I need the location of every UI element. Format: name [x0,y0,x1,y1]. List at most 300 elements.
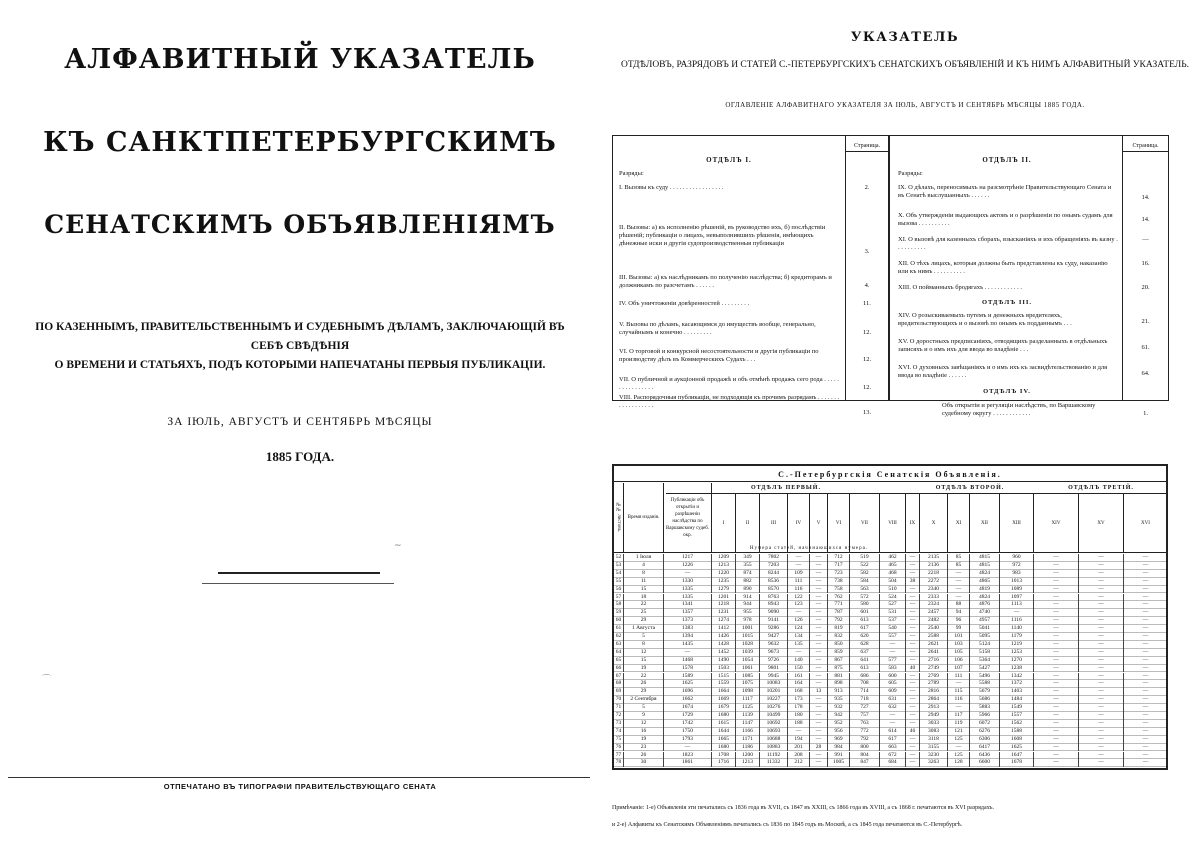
table-row [614,704,1168,712]
table-cell: 4740 [970,609,1000,617]
col-header-viii: VIII [880,494,906,553]
table-cell: 540 [880,625,906,633]
contents-entry: XIII. О пойманныхъ бродягахъ . . . . . . . . . . . . [898,284,1023,291]
table-row [614,570,1168,578]
table-cell: 1490 [712,657,736,665]
table-cell: 717 [828,562,850,570]
contents-entry: XIV. О розыскиваемыхъ путемъ и денежныхъ вредителяхъ, вредительствующихъ и о вызовѣ по онымъ къ подданнымъ . . . [898,312,1072,327]
table-cell: 875 [828,665,850,673]
table-cell: 161 [788,673,810,681]
table-cell: 1028 [736,641,760,649]
table-cell: 1139 [736,712,760,720]
table-cell: 1823 [664,752,712,760]
table-cell: — [1034,688,1079,696]
page-number: 14. [1141,216,1150,223]
table-cell: 800 [850,744,880,752]
table-cell: 956 [828,728,850,736]
table-cell: — [810,696,828,704]
table-cell: 4876 [970,601,1000,609]
table-cell: — [1079,752,1124,760]
table-cell: 7203 [760,562,788,570]
table-cell: — [810,617,828,625]
table-cell: 2324 [920,601,948,609]
table-cell: 522 [850,562,880,570]
title-line-1: АЛФАВИТНЫЙ УКАЗАТЕЛЬ [64,44,536,75]
table-cell: 54 [614,570,624,578]
page-number: 13. [862,409,872,416]
table-cell: — [1034,601,1079,609]
table-cell: 1213 [736,759,760,767]
table-cell: 26 [624,752,664,760]
table-cell: 757 [850,712,880,720]
table-row [614,680,1168,688]
table-cell: 68 [614,680,624,688]
table-cell: — [1079,641,1124,649]
title-line-3: СЕНАТСКИМЪ ОБЪЯВЛЕНІЯМЪ [44,210,556,239]
table-cell: — [1124,586,1168,594]
table-cell: 1793 [664,736,712,744]
table-row [614,736,1168,744]
table-cell: — [810,673,828,681]
contents-entry: VI. О торговой и конкурсной несостоятельности и другія публикаціи по производству дѣлъ въ Коммерческихъ Судахъ . . . [619,348,819,363]
table-cell: — [1079,578,1124,586]
table-cell: — [664,744,712,752]
table-cell: 5686 [970,696,1000,704]
table-cell: 1394 [664,633,712,641]
table-cell: 5095 [970,633,1000,641]
table-cell: 1615 [712,720,736,728]
table-row [614,673,1168,681]
table-cell: 52 [614,554,624,562]
table-cell: — [1079,562,1124,570]
table-cell: 9726 [760,657,788,665]
table-cell: 978 [736,617,760,625]
col-header-vi: VI [828,494,850,553]
table-cell: 913 [828,688,850,696]
table-cell: 1729 [664,712,712,720]
col-header-xii: XII [970,494,1000,553]
table-cell: 201 [788,744,810,752]
table-cell: 349 [736,554,760,562]
table-cell: — [1124,736,1168,744]
table-cell: — [810,680,828,688]
table-row [614,759,1168,767]
table-cell: 5883 [970,704,1000,712]
table-cell: 582 [850,570,880,578]
table-cell: — [906,586,920,594]
table-cell: 101 [948,633,970,641]
table-cell: 2789 [920,680,948,688]
table-cell: 125 [948,752,970,760]
table-cell: 10201 [760,688,788,696]
subtitle [20,318,580,375]
group-department-3: ОТДѢЛЪ ТРЕТІЙ. [1034,483,1168,494]
subtitle-line-1: ПО КАЗЕННЫМЪ, ПРАВИТЕЛЬСТВЕННЫМЪ И СУДЕБНЫМЪ ДѢЛАМЪ, ЗАКЛЮЧАЮЩІЙ ВЪ СЕБѢ СВѢДѢНІЯ [35,321,565,352]
table-cell: — [906,617,920,625]
table-cell: 88 [948,601,970,609]
table-cell: — [1079,759,1124,767]
table-cell: — [788,649,810,657]
table-cell: 2749 [920,665,948,673]
table-cell: 1001 [736,625,760,633]
table-cell: 6600 [970,759,1000,767]
table-cell: 9673 [760,649,788,657]
table-cell: 1220 [712,570,736,578]
table-cell: 1089 [1000,586,1034,594]
table-subcaption: Нумера статей, начинающихся нумера. [749,546,869,551]
table-cell: 61 [614,625,624,633]
page-number: 20. [1141,284,1150,291]
table-cell: 12 [624,720,664,728]
table-cell: 2621 [920,641,948,649]
table-cell: — [810,554,828,562]
table-cell: 18 [624,594,664,602]
table-cell: 557 [880,633,906,641]
table-cell: 116 [788,586,810,594]
table-cell: — [810,633,828,641]
table-cell: 527 [880,601,906,609]
table-cell: 8536 [760,578,788,586]
table-cell: — [1079,712,1124,720]
table-cell: 960 [1000,554,1034,562]
col-header-vii: VII [850,494,880,553]
table-cell: 1678 [1000,759,1034,767]
table-cell: 1330 [664,578,712,586]
table-cell: — [906,736,920,744]
table-cell: — [1034,728,1079,736]
table-cell: — [906,759,920,767]
table-cell: — [810,752,828,760]
table-cell: — [948,704,970,712]
table-row [614,578,1168,586]
table-cell: — [810,720,828,728]
table-cell: 116 [948,696,970,704]
table-cell: — [1079,696,1124,704]
table-cell: 11 [624,578,664,586]
table-cell: 1373 [664,617,712,625]
table-cell: 5496 [970,673,1000,681]
col-header-v: V [810,494,828,553]
table-cell: 1238 [1000,665,1034,673]
table-cell: — [1034,720,1079,728]
table-cell: 3033 [920,720,948,728]
table-cell: — [1034,641,1079,649]
contents-entry: Объ открытіи и регуляціи наслѣдствъ, по Варшавскому судебному округу . . . . . . . . . . . . [942,402,1096,417]
table-cell: 9945 [760,673,788,681]
table-cell: 11332 [760,759,788,767]
table-cell: — [1124,752,1168,760]
page-number: 1. [1143,410,1148,417]
table-cell: — [906,744,920,752]
table-cell: 173 [788,696,810,704]
table-cell: 1061 [736,665,760,673]
table-cell: 614 [880,728,906,736]
table-cell: — [1079,554,1124,562]
table-cell: 1342 [1000,673,1034,681]
col-header-xi: XI [948,494,970,553]
categories-label: Разряды: [619,170,644,177]
table-caption: С.-Петербургскія Сенатскія Объявленія. [614,468,1166,482]
table-cell: 1039 [736,649,760,657]
table-cell: 972 [1000,562,1034,570]
contents-entry: XII. О тѣхъ лицахъ, которыя должны быть представлены къ суду, наказанію или къ нимъ . . . . . . . . . . [898,260,1108,275]
table-cell: 792 [828,617,850,625]
table-cell: — [906,712,920,720]
table-cell: 1484 [1000,696,1034,704]
table-cell: 600 [880,673,906,681]
col-header-xv: XV [1079,494,1124,553]
paper-speck: ~ [394,541,402,551]
department-1-heading: ОТДѢЛЪ I. [706,156,752,164]
table-cell: 8763 [760,594,788,602]
table-cell: 537 [880,617,906,625]
table-cell: — [906,594,920,602]
table-cell: — [1124,617,1168,625]
table-cell: 1125 [736,704,760,712]
table-cell: 850 [828,641,850,649]
title-line-2: КЪ САНКТПЕТЕРБУРГСКИМЪ [43,127,557,158]
table-cell: 4824 [970,594,1000,602]
table-cell: 4957 [970,617,1000,625]
table-cell: 121 [948,728,970,736]
table-cell: — [906,570,920,578]
table-cell: — [948,680,970,688]
table-cell: 194 [788,736,810,744]
table-cell: 74 [614,728,624,736]
table-cell: 69 [614,688,624,696]
table-cell: 1013 [1000,578,1034,586]
table-cell: — [1124,665,1168,673]
table-cell: 935 [828,696,850,704]
table-cell: 792 [850,736,880,744]
table-cell: — [810,657,828,665]
table-row [614,712,1168,720]
table-cell: 5 [624,633,664,641]
table-cell: 613 [850,617,880,625]
table-cell: 468 [880,570,906,578]
table-cell: 1253 [1000,649,1034,657]
table-cell: 99 [948,625,970,633]
table-cell: 63 [614,641,624,649]
table-cell: — [1079,704,1124,712]
table-cell: 355 [736,562,760,570]
table-row [614,601,1168,609]
table-cell: — [948,744,970,752]
table-cell: 46 [906,728,920,736]
table-cell: 10883 [760,744,788,752]
table-row [614,554,1168,562]
page-number: 61. [1141,344,1150,351]
table-cell: 1861 [664,759,712,767]
table-cell: — [1034,617,1079,625]
table-cell: — [1034,759,1079,767]
table-cell: — [664,649,712,657]
table-cell: 10083 [760,680,788,688]
table-cell: 942 [828,712,850,720]
table-cell: — [1124,704,1168,712]
table-cell: 85 [948,562,970,570]
table-cell: 1716 [712,759,736,767]
table-cell: — [810,759,828,767]
divider-rule [218,572,380,574]
subtitle-line-2: О ВРЕМЕНИ И СТАТЬЯХЪ, ПОДЪ КОТОРЫМИ НАПЕЧАТАНЫ ПЕРВЫЯ ПУБЛИКАЦІИ. [54,359,546,371]
paper-speck: ⌒ [42,675,52,685]
table-cell: 890 [736,586,760,594]
col-header-ii: II [736,494,760,553]
contents-entry: III. Вызовы: а) къ наслѣдникамъ по полученію наслѣдства; б) кредиторамъ и должникамъ по разсчетамъ . . . . . . [619,274,832,289]
table-cell: 519 [850,554,880,562]
table-cell: — [1034,752,1079,760]
table-cell: — [906,601,920,609]
table-cell: 2333 [920,594,948,602]
page-number: 12. [862,329,872,336]
table-cell: 75 [614,736,624,744]
table-cell: 8570 [760,586,788,594]
table-cell: 1608 [1000,736,1034,744]
department-2-pages [1122,136,1168,417]
table-cell: — [948,578,970,586]
contents-table [612,135,1169,417]
table-cell: 524 [880,594,906,602]
table-cell: — [1079,649,1124,657]
table-cell: 1235 [712,578,736,586]
table-cell: — [810,570,828,578]
table-cell: 134 [788,633,810,641]
table-cell: 881 [828,673,850,681]
department-1-column [613,136,845,409]
table-cell: 955 [736,609,760,617]
table-cell: 1559 [712,680,736,688]
table-cell: 111 [788,578,810,586]
table-cell: 126 [788,617,810,625]
table-cell: 763 [850,720,880,728]
department-4-heading: ОТДѢЛЪ IV. [983,388,1031,395]
table-cell: 9632 [760,641,788,649]
table-cell: 969 [828,736,850,744]
table-cell: 1452 [712,649,736,657]
table-cell: 1665 [712,736,736,744]
table-cell: 804 [850,752,880,760]
table-cell: 874 [736,570,760,578]
table-cell: — [1079,688,1124,696]
group-department-2: ОТДѢЛЪ ВТОРОЙ. [906,483,1034,494]
table-cell: 15 [624,657,664,665]
table-cell: 9427 [760,633,788,641]
table-cell: 2135 [920,554,948,562]
table-cell: — [1124,625,1168,633]
table-cell: 2716 [920,657,948,665]
table-cell: 5679 [970,688,1000,696]
table-cell: — [880,649,906,657]
department-2-column [892,136,1122,417]
table-cell: 5124 [970,641,1000,649]
contents-entry: XI. О вызовѣ для казенныхъ сборахъ, взысканіяхъ и ихъ обращеніяхъ въ казну . . . . . . . . . . [898,236,1118,251]
table-cell: 882 [736,578,760,586]
table-cell: — [1124,657,1168,665]
table-cell: — [906,625,920,633]
table-cell: 1186 [736,744,760,752]
contents-entry: XV. О доростныхъ предписаніяхъ, отводящихъ разделанныхъ в отдѣльныхъ записяхъ и о имъ ихъ для ввода во владѣніе . . . [898,338,1108,353]
table-cell: 2913 [920,704,948,712]
table-cell: 1335 [664,594,712,602]
page-number: 64. [1141,370,1150,377]
table-cell: 125 [948,736,970,744]
table-cell: — [810,712,828,720]
table-cell: 771 [828,601,850,609]
table-cell: 1054 [736,657,760,665]
table-cell: — [1079,594,1124,602]
table-cell: 465 [880,562,906,570]
table-cell: 150 [788,665,810,673]
table-cell: — [906,609,920,617]
table-cell: — [1034,744,1079,752]
table-cell: 2272 [920,578,948,586]
table-row [614,594,1168,602]
table-cell: 67 [614,673,624,681]
table-cell: 613 [850,665,880,673]
table-cell: 1750 [664,728,712,736]
table-cell: 1213 [712,562,736,570]
table-cell: — [1079,736,1124,744]
col-sheet-number [614,483,624,553]
table-cell: 1426 [712,633,736,641]
table-cell: 1341 [664,601,712,609]
table-cell: — [906,752,920,760]
table-cell: — [1124,633,1168,641]
contents-entry: XVI. О духовныхъ завѣщаніяхъ и о имъ ихъ къ засвидѣтельствованію и для ввода во владѣніе . . . . . . [898,364,1108,379]
page-column-heading: Страница. [853,143,881,149]
table-cell: — [906,720,920,728]
contents-entry: I. Вызовы къ суду . . . . . . . . . . . . . . . . . [619,184,724,191]
index-contents-heading: ОГЛАВЛЕНІЕ АЛФАВИТНАГО УКАЗАТЕЛЯ ЗА ІЮЛЬ, АВГУСТЪ И СЕНТЯБРЬ МѢСЯЦЫ 1885 ГОДА. [725,101,1085,109]
table-cell: 898 [828,680,850,688]
table-cell: 2136 [920,562,948,570]
table-cell: 6306 [970,736,1000,744]
printer-imprint: ОТПЕЧАТАНО ВЪ ТИПОГРАФІИ ПРАВИТЕЛЬСТВУЮЩАГО СЕНАТА [163,782,437,791]
table-cell: 8 [624,641,664,649]
table-cell: 8 [624,570,664,578]
table-cell: — [948,586,970,594]
table-cell: 1279 [712,586,736,594]
table-cell: 632 [880,704,906,712]
table-cell: 932 [828,704,850,712]
table-cell: 122 [788,594,810,602]
table-cell: 19 [624,736,664,744]
table-cell: 5158 [970,649,1000,657]
index-title: УКАЗАТЕЛЬ [850,30,960,45]
table-cell: 26 [624,680,664,688]
table-cell: — [1124,649,1168,657]
table-cell: 663 [880,744,906,752]
table-cell: 1097 [1000,594,1034,602]
col-header-xiii: XIII [1000,494,1034,553]
table-cell: 12 [624,649,664,657]
bottom-rule [8,777,590,778]
table-cell: 2482 [920,617,948,625]
table-cell: 1147 [736,720,760,728]
table-cell: — [1079,720,1124,728]
table-cell: 859 [828,649,850,657]
table-cell: — [1124,759,1168,767]
table-cell: 819 [828,625,850,633]
rule [1123,151,1168,152]
table-cell: — [906,554,920,562]
table-cell: — [1034,594,1079,602]
table-cell: 16 [624,728,664,736]
table-cell: 5427 [970,665,1000,673]
table-cell: 5966 [970,712,1000,720]
table-cell: — [1124,712,1168,720]
